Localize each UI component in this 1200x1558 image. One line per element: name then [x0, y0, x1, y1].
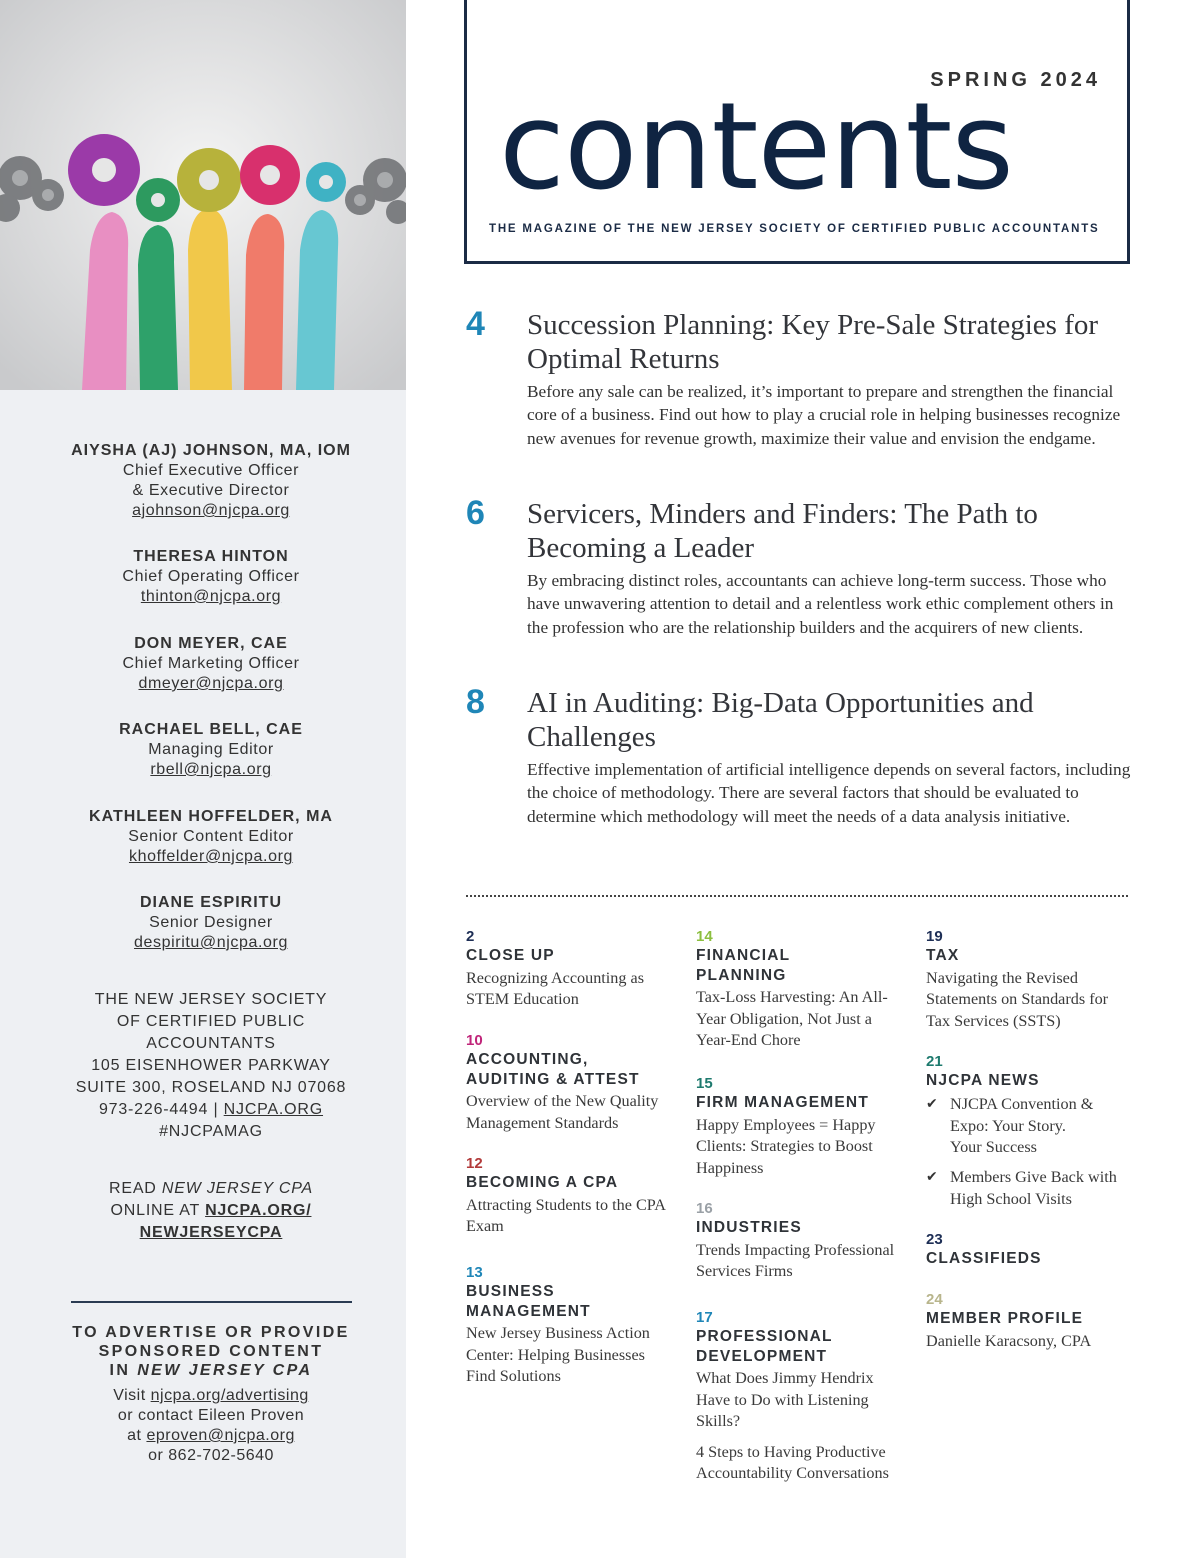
colorful-gears-illustration	[0, 0, 406, 390]
department-entry[interactable]	[466, 928, 676, 1011]
dotted-divider	[466, 895, 1128, 897]
staff-name: RACHAEL BELL, CAE	[119, 721, 303, 738]
magazine-name: NEW JERSEY CPA	[161, 1180, 313, 1197]
divider	[71, 1301, 352, 1303]
department-entry[interactable]	[926, 1291, 1131, 1352]
staff-name: DON MEYER, CAE	[134, 635, 288, 652]
address-line: ACCOUNTANTS	[146, 1035, 276, 1052]
advertising-url-link[interactable]: njcpa.org/advertising	[150, 1387, 309, 1404]
department-section: BECOMING A CPA	[466, 1174, 619, 1191]
staff-member	[0, 720, 422, 780]
department-page-number: 16	[696, 1200, 713, 1217]
staff-member	[0, 807, 422, 867]
department-entry[interactable]	[696, 1200, 896, 1283]
department-page-number: 17	[696, 1309, 713, 1326]
magazine-tagline: THE MAGAZINE OF THE NEW JERSEY SOCIETY OF CERTIFIED PUBLIC ACCOUNTANTS	[489, 223, 1100, 235]
department-article[interactable]: 4 Steps to Having Productive Accountability Conversations	[696, 1442, 889, 1483]
department-page-number: 24	[926, 1291, 943, 1308]
staff-email-link[interactable]: khoffelder@njcpa.org	[128, 848, 294, 865]
department-entry[interactable]	[926, 1053, 1151, 1091]
department-page-number: 19	[926, 928, 943, 945]
feature-title[interactable]: Servicers, Minders and Finders: The Path to Becoming a Leader	[527, 498, 1038, 564]
staff-member	[0, 893, 422, 953]
staff-role: Senior Designer	[149, 914, 273, 931]
advertise-body	[0, 1386, 422, 1466]
staff-email-link[interactable]: rbell@njcpa.org	[150, 761, 272, 778]
feature-page-number: 8	[466, 683, 485, 721]
staff-role: & Executive Director	[132, 482, 290, 499]
department-entry[interactable]	[466, 1155, 676, 1238]
department-entry[interactable]	[696, 1309, 906, 1485]
advertise-heading: SPONSORED CONTENT	[98, 1343, 324, 1360]
feature-description: Effective implementation of artificial intelligence depends on several factors, including the choice of methodology. There are several factors that should be evaluated to determine which methodology will meet the needs of a data analysis initiative.	[527, 760, 1131, 826]
department-section: INDUSTRIES	[696, 1219, 802, 1236]
news-bullet-text[interactable]: Members Give Back with High School Visits	[950, 1168, 1117, 1208]
department-article[interactable]: Happy Employees = Happy Clients: Strategies to Boost Happiness	[696, 1115, 876, 1177]
news-bullet[interactable]	[926, 1167, 1151, 1210]
department-page-number: 15	[696, 1075, 713, 1092]
staff-name: AIYSHA (AJ) JOHNSON, MA, IOM	[71, 442, 351, 459]
department-page-number: 2	[466, 928, 475, 945]
department-page-number: 12	[466, 1155, 483, 1172]
checkmark-icon: ✔	[926, 1169, 938, 1185]
staff-email-link[interactable]: ajohnson@njcpa.org	[132, 502, 290, 519]
staff-email-link[interactable]: dmeyer@njcpa.org	[138, 675, 284, 692]
department-entry[interactable]	[696, 1075, 886, 1179]
address-line: THE NEW JERSEY SOCIETY	[94, 991, 328, 1008]
staff-role: Senior Content Editor	[128, 828, 294, 845]
hashtag: #NJCPAMAG	[159, 1123, 263, 1140]
at-label: at	[127, 1427, 142, 1444]
feature-description: Before any sale can be realized, it’s important to prepare and strengthen the financial core of a business. Find out how to play a crucial role in helping businesses recognize new avenues for revenue growth, maximize their value and envision the endgame.	[527, 382, 1121, 448]
feature-page-number: 4	[466, 305, 485, 343]
feature-title[interactable]: Succession Planning: Key Pre-Sale Strategies for Optimal Returns	[527, 309, 1099, 375]
department-article[interactable]: Navigating the Revised Statements on Standards for Tax Services (SSTS)	[926, 968, 1109, 1030]
staff-role: Managing Editor	[148, 741, 274, 758]
staff-member	[0, 441, 422, 521]
department-entry[interactable]	[466, 1264, 651, 1388]
advertise-phone: or 862-702-5640	[148, 1447, 274, 1464]
department-section: ACCOUNTING, AUDITING & ATTEST	[466, 1051, 640, 1088]
advertise-email-link[interactable]: eproven@njcpa.org	[146, 1427, 295, 1444]
department-entry[interactable]	[926, 928, 1131, 1032]
address-line: OF CERTIFIED PUBLIC	[116, 1013, 306, 1030]
department-article[interactable]: What Does Jimmy Hendrix Have to Do with Listening Skills?	[696, 1369, 874, 1431]
department-section: FINANCIAL PLANNING	[696, 947, 791, 984]
department-article[interactable]: Overview of the New Quality Management Standards	[466, 1092, 659, 1132]
department-section: MEMBER PROFILE	[926, 1310, 1084, 1327]
department-section: FIRM MANAGEMENT	[696, 1094, 869, 1111]
department-page-number: 21	[926, 1053, 943, 1070]
contact-line	[0, 1099, 422, 1121]
online-url-link-cont[interactable]: NEWJERSEYCPA	[139, 1224, 283, 1241]
department-entry[interactable]	[696, 928, 896, 1052]
contact-text: or contact Eileen Proven	[117, 1407, 305, 1424]
department-page-number: 13	[466, 1264, 483, 1281]
department-section: PROFESSIONAL DEVELOPMENT	[696, 1328, 833, 1365]
department-entry[interactable]	[466, 1032, 676, 1134]
feature-description: By embracing distinct roles, accountants can achieve long-term success. Those who have unwavering attention to detail and a relentless work ethic complement others in the profession who are the relationship builders and the acquirers of new clients.	[527, 571, 1114, 637]
department-page-number: 14	[696, 928, 713, 945]
department-entry[interactable]	[926, 1231, 1131, 1269]
department-section: NJCPA NEWS	[926, 1072, 1040, 1089]
news-bullet[interactable]	[926, 1094, 1151, 1159]
visit-label: Visit	[113, 1387, 146, 1404]
society-address	[0, 989, 422, 1143]
magazine-name: NEW JERSEY CPA	[137, 1362, 313, 1379]
staff-role: Chief Marketing Officer	[122, 655, 300, 672]
online-url-link[interactable]: NJCPA.ORG/	[205, 1202, 312, 1219]
staff-name: DIANE ESPIRITU	[139, 894, 282, 911]
page-title: contents	[499, 78, 1013, 217]
advertise-heading	[0, 1361, 422, 1380]
sidebar	[0, 0, 406, 1558]
news-bullet-text[interactable]: NJCPA Convention & Expo: Your Story. Your Success	[950, 1095, 1094, 1157]
staff-email-link[interactable]: despiritu@njcpa.org	[134, 934, 288, 951]
issue-season: SPRING 2024	[930, 69, 1101, 91]
phone-number: 973-226-4494	[98, 1101, 209, 1118]
advertise-heading: TO ADVERTISE OR PROVIDE	[72, 1324, 350, 1341]
department-page-number: 23	[926, 1231, 943, 1248]
staff-name: THERESA HINTON	[133, 548, 289, 565]
feature-title[interactable]: AI in Auditing: Big-Data Opportunities and Challenges	[527, 687, 1034, 753]
department-article[interactable]: New Jersey Business Action Center: Helping Businesses Find Solutions	[466, 1324, 650, 1386]
checkmark-icon: ✔	[926, 1096, 938, 1112]
staff-role: Chief Executive Officer	[122, 462, 300, 479]
in-prefix: IN	[109, 1362, 131, 1379]
read-online-notice	[0, 1178, 422, 1244]
staff-member	[0, 634, 422, 694]
department-article[interactable]: Danielle Karacsony, CPA	[926, 1331, 1092, 1350]
department-section: BUSINESS MANAGEMENT	[466, 1283, 591, 1320]
separator: |	[213, 1101, 219, 1118]
department-page-number: 10	[466, 1032, 483, 1049]
staff-email-link[interactable]: thinton@njcpa.org	[140, 588, 282, 605]
address-line: SUITE 300, ROSELAND NJ 07068	[75, 1079, 347, 1096]
feature-page-number: 6	[466, 494, 485, 532]
hero-image-gears-hands	[0, 0, 406, 390]
department-article[interactable]: Tax-Loss Harvesting: An All-Year Obligation, Not Just a Year-End Chore	[696, 988, 888, 1050]
department-article[interactable]: Attracting Students to the CPA Exam	[466, 1195, 666, 1236]
department-section: CLOSE UP	[466, 947, 555, 964]
website-link[interactable]: NJCPA.ORG	[223, 1101, 324, 1118]
online-at-label: ONLINE AT	[110, 1202, 200, 1219]
advertise-block	[0, 1323, 422, 1466]
read-prefix: READ	[109, 1180, 157, 1197]
department-section: CLASSIFIEDS	[926, 1250, 1042, 1267]
masthead-box	[464, 0, 1130, 264]
department-article[interactable]: Trends Impacting Professional Services Firms	[696, 1240, 895, 1281]
address-line: 105 EISENHOWER PARKWAY	[91, 1057, 331, 1074]
department-article[interactable]: Recognizing Accounting as STEM Education	[466, 968, 645, 1009]
department-section: TAX	[926, 947, 960, 964]
staff-name: KATHLEEN HOFFELDER, MA	[89, 808, 333, 825]
staff-role: Chief Operating Officer	[122, 568, 300, 585]
staff-member	[0, 547, 422, 607]
